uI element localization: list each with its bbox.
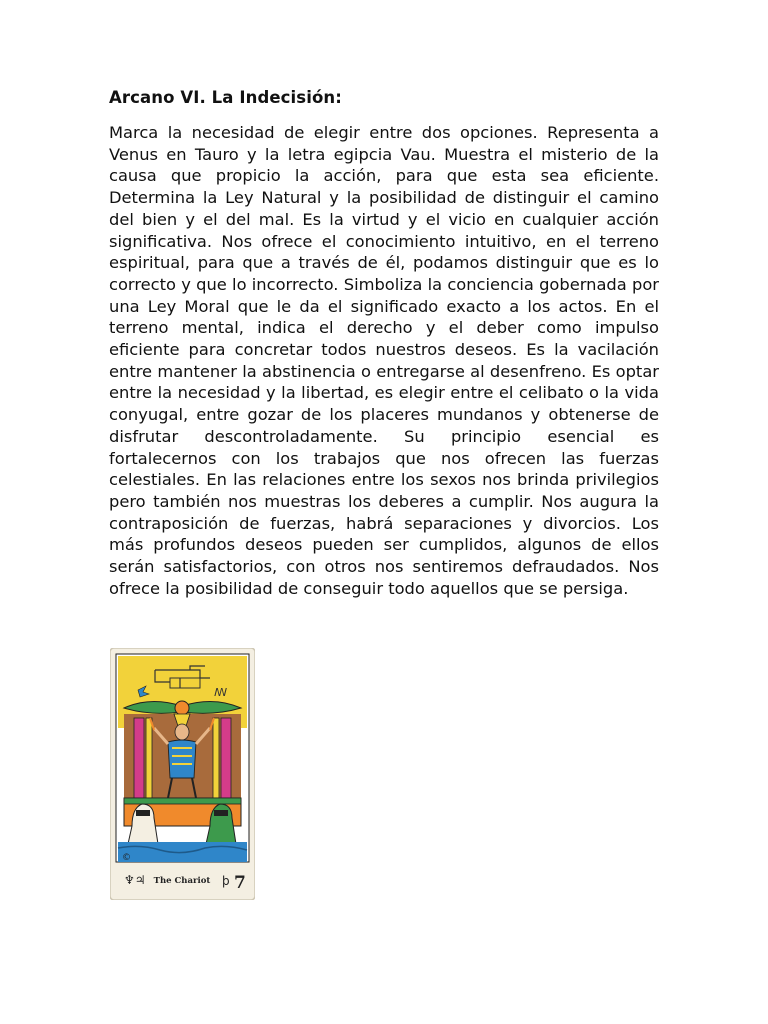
tarot-card-image [110, 648, 255, 900]
body-paragraph: Marca la necesidad de elegir entre dos opciones. Representa a Venus en Tauro y la letra egipcia Vau. Muestra el misterio de la causa que propicio la acción, para que esta sea eficiente. Determina la Ley Natural y la posibilidad de distinguir el camino del bien y el del mal. Es la virtud y el vicio en cualquier acción significativa. Nos ofrece el conocimiento intuitivo, en el terreno espiritual, para que a través de él, podamos distinguir que es lo correcto y que lo incorrecto. Simboliza la conciencia gobernada por una Ley Moral que le da el significado exacto a los actos. En el terreno mental, indica el derecho y el deber como impulso eficiente para concretar todos nuestros deseos. Es la vacilación entre mantener la abstinencia o entregarse al desenfreno. Es optar entre la necesidad y la libertad, es elegir entre el celibato o la vida conyugal, entre gozar de los placeres mundanos y obtenerse de disfrutar descontroladamente. Su principio esencial es fortalecernos con los trabajos que nos ofrecen las fuerzas celestiales. En las relaciones entre los sexos nos brinda privilegios pero también nos muestras los deberes a cumplir. Nos augura la contraposición de fuerzas, habrá separaciones y divorcios. Los más profundos deseos pueden ser cumplidos, algunos de ellos serán satisfactorios, con otros nos sentiremos defraudados. Nos ofrece la posibilidad de conseguir todo aquellos que se persiga. [109, 123, 659, 598]
card-corner-glyph: ϸ [222, 874, 230, 888]
page-title: Arcano VI. La Indecisión: [109, 88, 342, 107]
card-name-label: The Chariot [153, 876, 211, 886]
card-number: 7 [234, 873, 246, 893]
card-copyright-mark: © [122, 853, 131, 863]
card-footer-symbols: ♆♃ [124, 873, 146, 887]
svg-text:ꟿ: ꟿ [214, 686, 228, 699]
